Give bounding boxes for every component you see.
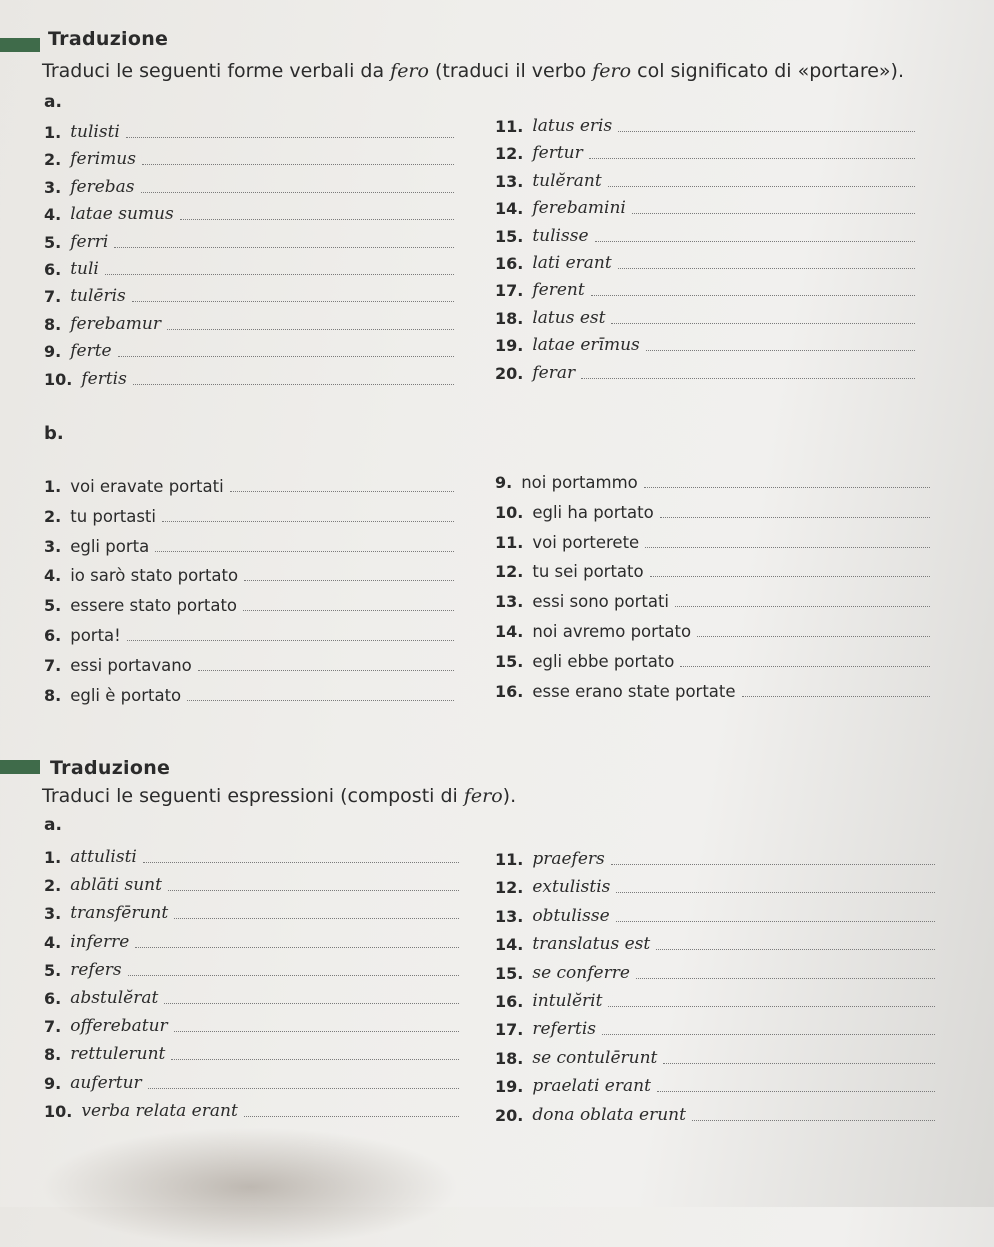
item-number: 3. [44, 536, 62, 556]
exercise-item [495, 468, 930, 492]
exercise-item [44, 502, 454, 526]
exercise-item [44, 118, 454, 142]
exercise-item [44, 984, 459, 1008]
item-number: 5. [44, 596, 62, 616]
answer-line[interactable] [174, 918, 459, 919]
exercise-item [44, 843, 459, 867]
item-text: ablāti sunt [70, 875, 162, 896]
exercise-item [44, 472, 454, 496]
item-number: 15. [495, 651, 524, 671]
answer-line[interactable] [611, 323, 915, 324]
answer-line[interactable] [692, 1120, 935, 1121]
item-number: 16. [495, 681, 524, 701]
answer-line[interactable] [174, 1031, 459, 1032]
answer-line[interactable] [127, 640, 454, 641]
item-number: 20. [495, 1105, 524, 1125]
exercise-item [44, 337, 454, 361]
section-marker [0, 38, 40, 52]
exercise-item [44, 928, 459, 952]
part-label: a. [44, 815, 62, 835]
page-shadow [40, 1127, 460, 1247]
exercise-item [44, 255, 454, 279]
item-number: 15. [495, 226, 524, 246]
section-instruction: Traduci le seguenti forme verbali da fero (traduci il verbo fero col significato di «portare»). [42, 60, 904, 82]
answer-line[interactable] [243, 610, 454, 611]
section-marker [0, 760, 40, 774]
item-text: ferte [70, 341, 112, 362]
answer-line[interactable] [680, 666, 930, 667]
answer-line[interactable] [618, 268, 915, 269]
answer-line[interactable] [155, 551, 454, 552]
item-text: praelati erant [532, 1076, 651, 1097]
exercise-item [495, 902, 935, 926]
item-text: essere stato portato [70, 596, 238, 616]
item-number: 1. [44, 123, 62, 142]
item-number: 3. [44, 904, 62, 924]
exercise-item [495, 845, 935, 869]
item-number: 14. [495, 935, 524, 955]
answer-line[interactable] [589, 158, 915, 159]
item-text: latae sumus [70, 204, 174, 225]
answer-line[interactable] [148, 1088, 459, 1089]
exercise-item [44, 899, 459, 923]
answer-line[interactable] [650, 576, 930, 577]
item-number: 19. [495, 336, 524, 356]
exercise-item [44, 1069, 459, 1093]
item-text: fertur [532, 143, 583, 164]
item-number: 4. [44, 205, 62, 225]
exercise-item [495, 617, 930, 641]
item-number: 7. [44, 655, 62, 675]
item-number: 16. [495, 254, 524, 273]
item-text: ferebamini [532, 198, 626, 219]
exercise-item [495, 677, 930, 701]
item-text: ferimus [70, 149, 136, 170]
item-text: tulĕrant [532, 170, 602, 191]
section-title: Traduzione [48, 28, 169, 50]
item-number: 9. [495, 473, 513, 492]
item-text: ferri [70, 231, 109, 252]
exercise-item [495, 647, 930, 671]
item-number: 12. [495, 562, 524, 582]
exercise-item [495, 987, 935, 1011]
answer-line[interactable] [608, 1006, 935, 1007]
item-text: latae erīmus [532, 335, 640, 356]
exercise-item [495, 557, 930, 581]
item-number: 6. [44, 626, 62, 645]
item-number: 11. [495, 532, 524, 552]
answer-line[interactable] [168, 890, 459, 891]
item-number: 8. [44, 314, 62, 334]
exercise-item [495, 1072, 935, 1096]
item-text: lati erant [532, 253, 612, 273]
answer-line[interactable] [143, 862, 459, 863]
exercise-item [495, 1015, 935, 1039]
exercise-item [495, 873, 935, 897]
answer-line[interactable] [618, 131, 915, 132]
answer-line[interactable] [616, 921, 935, 922]
exercise-item [44, 1097, 459, 1121]
item-number: 2. [44, 876, 62, 896]
exercise-item [495, 304, 915, 328]
answer-line[interactable] [135, 947, 459, 948]
item-number: 7. [44, 287, 62, 307]
exercise-item [495, 498, 930, 522]
answer-line[interactable] [162, 521, 454, 522]
item-number: 20. [495, 363, 524, 383]
item-number: 6. [44, 989, 62, 1008]
item-number: 13. [495, 171, 524, 191]
exercise-item [44, 561, 454, 585]
item-number: 10. [44, 369, 73, 389]
item-text: dona oblata erunt [532, 1104, 686, 1125]
answer-line[interactable] [632, 213, 915, 214]
item-text: noi portammo [521, 473, 638, 492]
part-label: b. [44, 423, 64, 444]
item-text: tu sei portato [532, 562, 644, 582]
answer-line[interactable] [133, 384, 454, 385]
item-number: 2. [44, 150, 62, 170]
item-text: esse erano state portate [532, 681, 736, 701]
item-text: offerebatur [70, 1016, 168, 1037]
answer-line[interactable] [132, 301, 454, 302]
item-text: transfērunt [70, 903, 169, 924]
item-number: 4. [44, 566, 62, 586]
exercise-item [495, 167, 915, 191]
answer-line[interactable] [141, 192, 455, 193]
item-text: se contulērunt [532, 1047, 658, 1068]
answer-line[interactable] [180, 219, 454, 220]
answer-line[interactable] [128, 975, 459, 976]
item-number: 10. [44, 1101, 73, 1121]
item-number: 17. [495, 281, 524, 301]
item-text: noi avremo portato [532, 622, 692, 641]
exercise-item [44, 532, 454, 556]
answer-line[interactable] [142, 164, 454, 165]
answer-line[interactable] [616, 892, 935, 893]
exercise-item [495, 139, 915, 163]
item-number: 7. [44, 1017, 62, 1037]
item-number: 16. [495, 992, 524, 1011]
answer-line[interactable] [697, 636, 930, 637]
exercise-item [44, 200, 454, 224]
item-text: egli porta [70, 536, 150, 556]
item-text: ferent [532, 280, 585, 301]
exercise-item [495, 331, 915, 355]
item-text: refertis [532, 1019, 597, 1040]
item-text: refers [70, 959, 122, 980]
item-text: voi eravate portati [70, 477, 224, 496]
answer-line[interactable] [187, 700, 454, 701]
exercise-item [495, 249, 915, 273]
item-number: 8. [44, 685, 62, 705]
answer-line[interactable] [105, 274, 454, 275]
item-number: 14. [495, 622, 524, 641]
exercise-item [44, 365, 454, 389]
exercise-item [495, 276, 915, 300]
item-text: tu portasti [70, 506, 156, 526]
item-text: egli ha portato [532, 502, 654, 522]
exercise-item [495, 959, 935, 983]
item-number: 8. [44, 1045, 62, 1065]
exercise-item [495, 930, 935, 954]
item-text: ferebas [70, 176, 135, 197]
item-text: intulĕrit [532, 991, 603, 1011]
answer-line[interactable] [657, 1091, 935, 1092]
exercise-item [44, 145, 454, 169]
answer-line[interactable] [244, 1116, 459, 1117]
exercise-item [495, 112, 915, 136]
item-text: voi porterete [532, 532, 640, 552]
answer-line[interactable] [656, 949, 935, 950]
exercise-item [44, 591, 454, 615]
item-number: 9. [44, 1073, 62, 1093]
answer-line[interactable] [644, 487, 930, 488]
exercise-item [44, 310, 454, 334]
exercise-item [495, 359, 915, 383]
exercise-item [44, 871, 459, 895]
answer-line[interactable] [167, 329, 454, 330]
section-instruction: Traduci le seguenti espressioni (composti di fero). [42, 785, 517, 807]
item-text: extulistis [532, 877, 611, 898]
item-number: 11. [495, 117, 524, 136]
exercise-item [44, 621, 454, 645]
item-number: 5. [44, 960, 62, 980]
item-number: 18. [495, 1048, 524, 1068]
answer-line[interactable] [164, 1003, 459, 1004]
exercise-item [495, 222, 915, 246]
item-number: 1. [44, 477, 62, 496]
section-title: Traduzione [50, 757, 171, 779]
item-number: 6. [44, 260, 62, 279]
answer-line[interactable] [591, 295, 915, 296]
answer-line[interactable] [118, 356, 454, 357]
item-text: essi portavano [70, 655, 192, 675]
item-text: porta! [70, 626, 121, 645]
item-number: 2. [44, 506, 62, 526]
exercise-item [44, 1012, 459, 1036]
item-text: fertis [81, 368, 127, 389]
item-text: tulēris [70, 286, 126, 307]
item-number: 11. [495, 850, 524, 869]
item-text: io sarò stato portato [70, 566, 239, 586]
item-text: tulisti [70, 122, 120, 142]
exercise-item [44, 681, 454, 705]
answer-line[interactable] [171, 1059, 459, 1060]
answer-line[interactable] [126, 137, 454, 138]
item-text: tuli [70, 259, 99, 279]
item-text: latus est [532, 307, 606, 328]
answer-line[interactable] [114, 247, 454, 248]
item-text: aufertur [70, 1072, 142, 1093]
item-text: praefers [532, 849, 605, 869]
item-text: se conferre [532, 962, 630, 983]
item-number: 10. [495, 502, 524, 522]
item-number: 12. [495, 144, 524, 164]
exercise-item [495, 1101, 935, 1125]
answer-line[interactable] [646, 350, 915, 351]
answer-line[interactable] [198, 670, 454, 671]
answer-line[interactable] [675, 606, 930, 607]
item-text: egli è portato [70, 685, 182, 705]
answer-line[interactable] [608, 186, 915, 187]
exercise-item [44, 1040, 459, 1064]
exercise-item [495, 528, 930, 552]
answer-line[interactable] [660, 517, 930, 518]
item-text: ferar [532, 362, 576, 383]
item-text: inferre [70, 931, 130, 952]
item-text: translatus est [532, 934, 651, 955]
exercise-item [44, 956, 459, 980]
item-text: tulisse [532, 225, 589, 246]
item-number: 19. [495, 1077, 524, 1097]
answer-line[interactable] [636, 978, 935, 979]
item-number: 1. [44, 848, 62, 867]
item-text: rettulerunt [70, 1044, 166, 1065]
item-text: abstulĕrat [70, 988, 159, 1008]
exercise-item [44, 173, 454, 197]
answer-line[interactable] [602, 1034, 935, 1035]
exercise-item [44, 228, 454, 252]
item-number: 13. [495, 592, 524, 612]
item-number: 12. [495, 878, 524, 898]
exercise-item [495, 587, 930, 611]
item-number: 14. [495, 199, 524, 219]
answer-line[interactable] [611, 864, 935, 865]
item-text: attulisti [70, 847, 137, 867]
item-text: egli ebbe portato [532, 651, 675, 671]
item-number: 18. [495, 308, 524, 328]
answer-line[interactable] [742, 696, 930, 697]
exercise-item [495, 1044, 935, 1068]
item-number: 4. [44, 932, 62, 952]
answer-line[interactable] [244, 580, 454, 581]
item-number: 3. [44, 177, 62, 197]
answer-line[interactable] [595, 241, 915, 242]
item-text: essi sono portati [532, 592, 669, 612]
answer-line[interactable] [581, 378, 915, 379]
item-text: obtulisse [532, 905, 610, 926]
answer-line[interactable] [663, 1063, 935, 1064]
exercise-item [44, 282, 454, 306]
item-number: 17. [495, 1020, 524, 1040]
item-text: verba relata erant [81, 1100, 238, 1121]
exercise-item [44, 651, 454, 675]
item-number: 13. [495, 906, 524, 926]
part-label: a. [44, 92, 62, 112]
answer-line[interactable] [645, 547, 930, 548]
item-number: 5. [44, 232, 62, 252]
item-text: latus eris [532, 116, 613, 136]
exercise-item [495, 194, 915, 218]
item-text: ferebamur [70, 313, 161, 334]
item-number: 15. [495, 963, 524, 983]
item-number: 9. [44, 342, 62, 362]
answer-line[interactable] [230, 491, 454, 492]
